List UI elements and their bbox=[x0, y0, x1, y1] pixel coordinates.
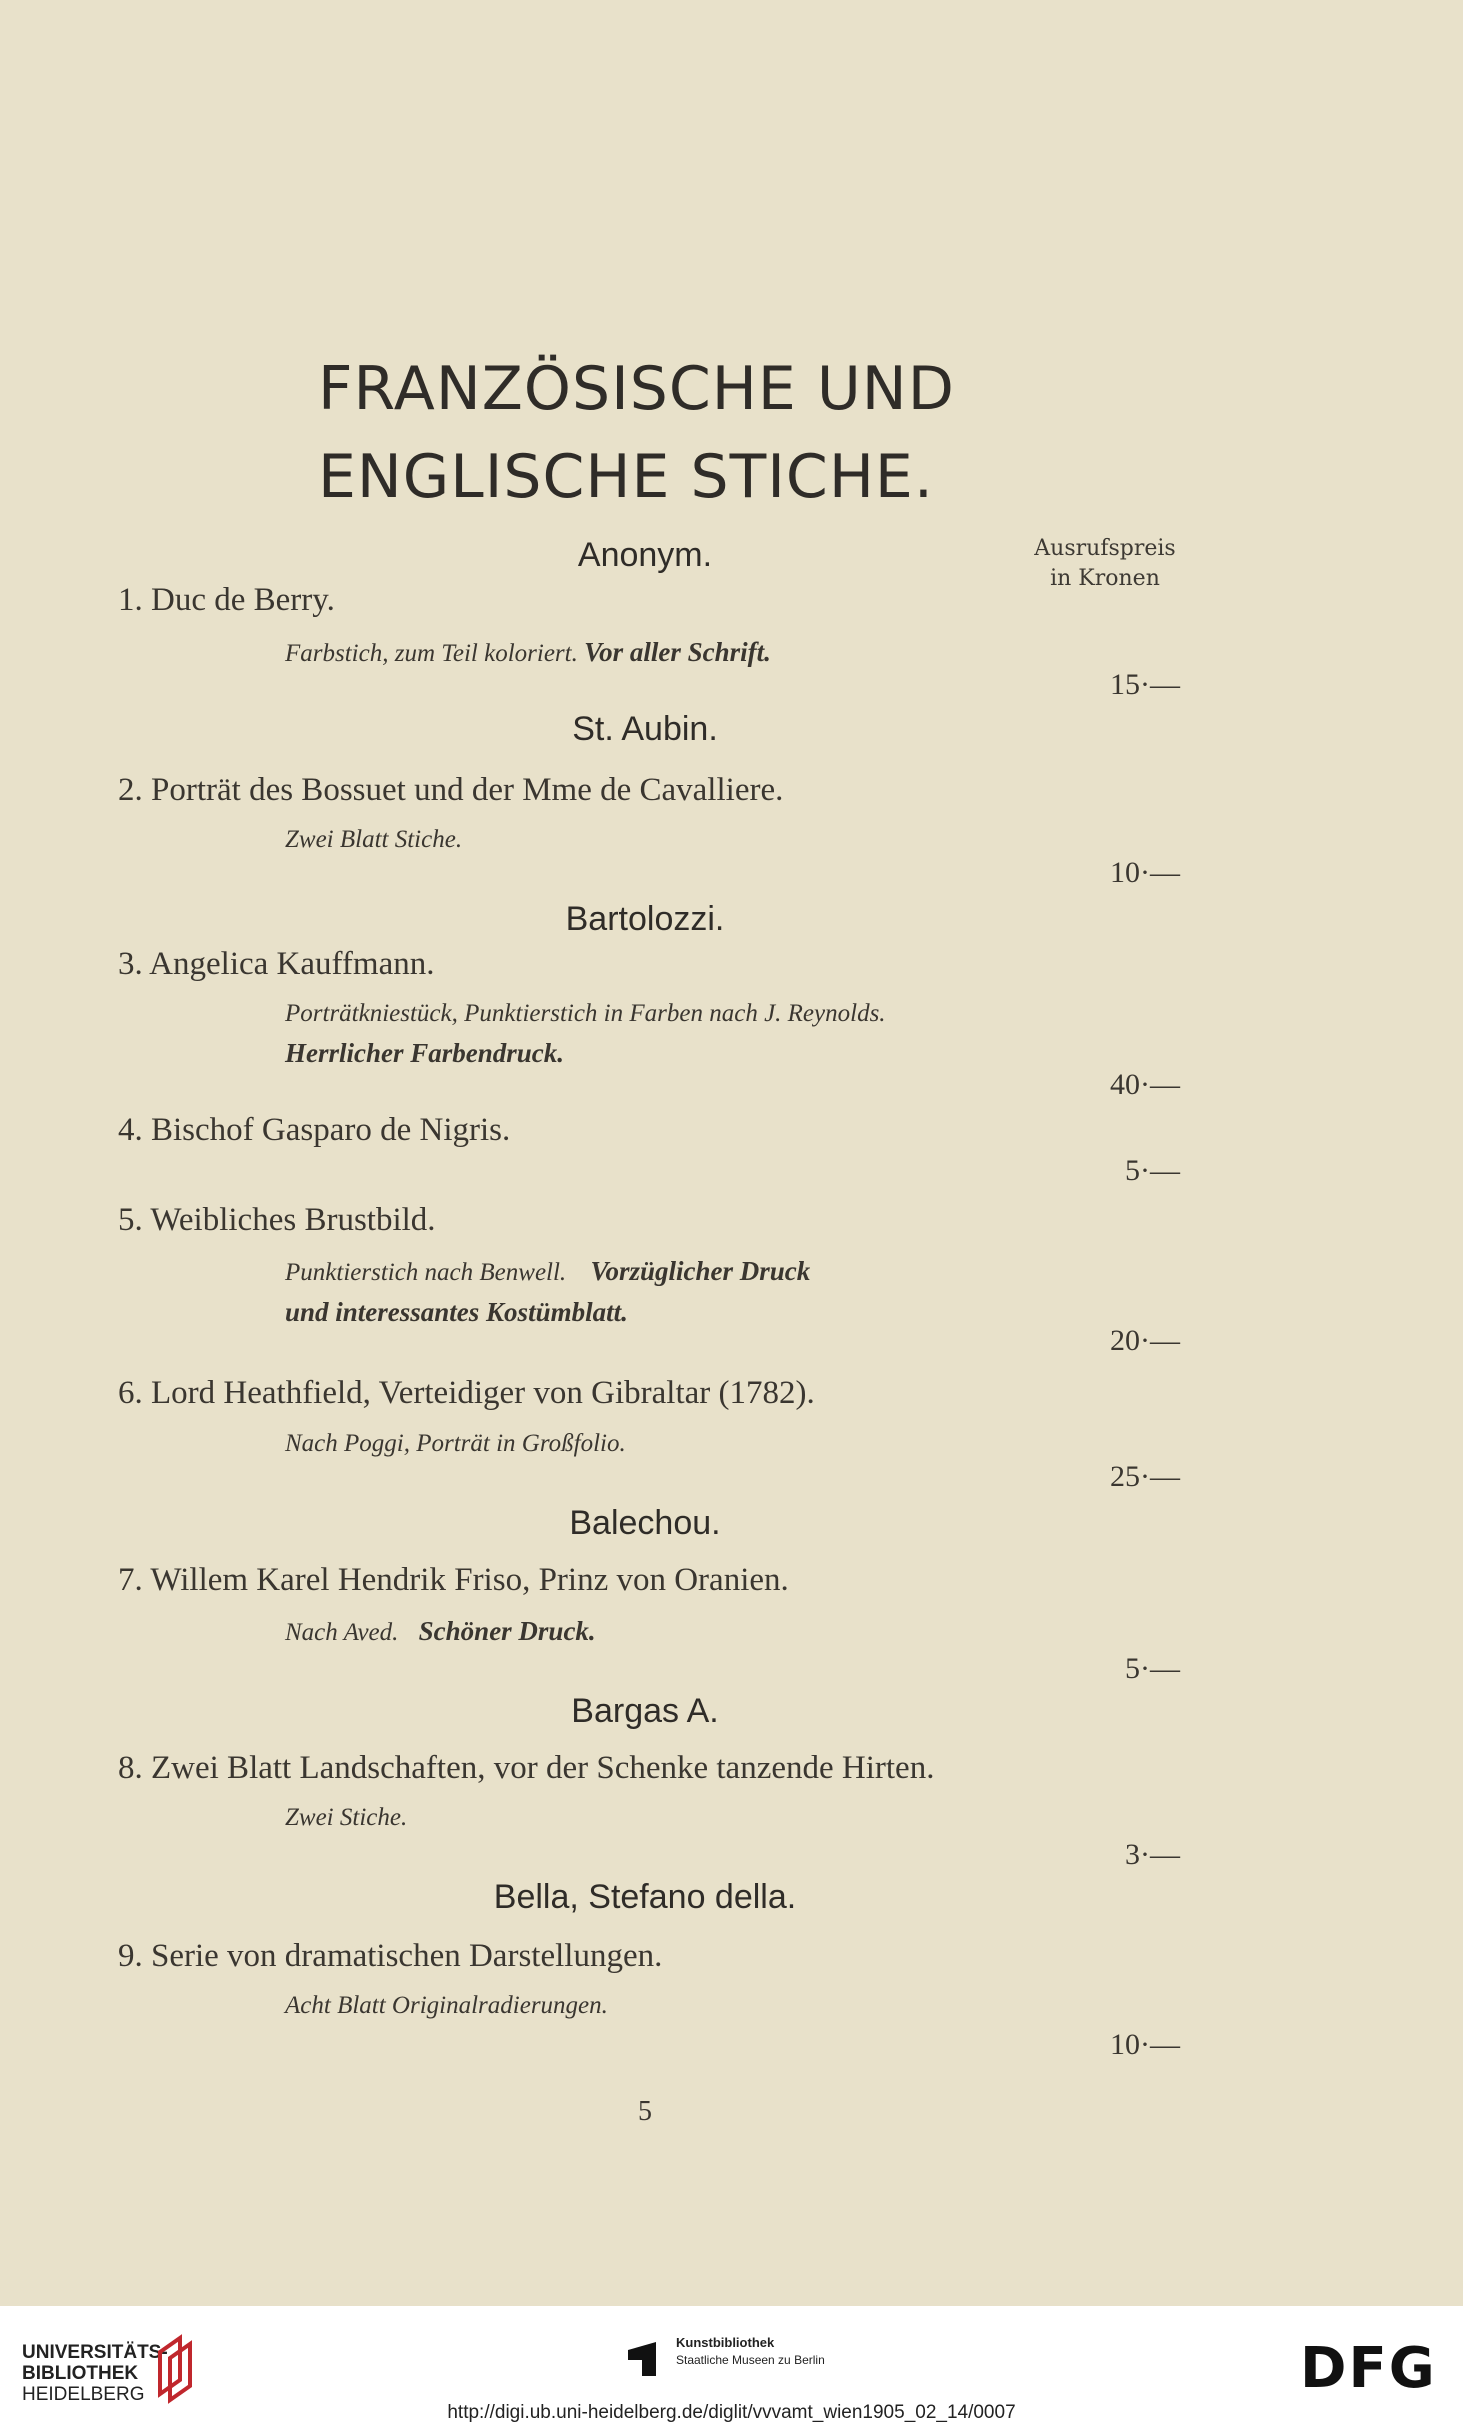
dfg-logo[interactable]: DFG bbox=[1300, 2336, 1437, 2401]
note-text: Farbstich, zum Teil koloriert. bbox=[285, 640, 578, 667]
note-text: Zwei Stiche. bbox=[285, 1804, 408, 1831]
note-emphasis: Herrlicher Farbendruck. bbox=[285, 1038, 565, 1068]
lot-note bbox=[285, 637, 771, 668]
lot-price: 5·— bbox=[1125, 1652, 1180, 1685]
kunstbibliothek-logo-text[interactable] bbox=[676, 2334, 825, 2369]
lot-note bbox=[285, 1430, 626, 1458]
lot-price: 10·— bbox=[1110, 2028, 1180, 2061]
lot-note bbox=[285, 1616, 596, 1647]
lot-price: 25·— bbox=[1110, 1460, 1180, 1493]
note-text: Nach Poggi, Porträt in Großfolio. bbox=[285, 1430, 626, 1457]
lot-title: 8. Zwei Blatt Landschaften, vor der Schenke tanzende Hirten. bbox=[118, 1750, 935, 1786]
page-number: 5 bbox=[638, 2096, 652, 2127]
lot-note bbox=[285, 1000, 886, 1069]
ub-line-3: HEIDELBERG bbox=[22, 2384, 145, 2405]
note-emphasis: Vor aller Schrift. bbox=[584, 637, 771, 667]
lot-price: 40·— bbox=[1110, 1068, 1180, 1101]
ub-line-2: BIBLIOTHEK bbox=[22, 2363, 139, 2384]
price-header-line-2: in Kronen bbox=[1050, 566, 1160, 591]
lot-title: 9. Serie von dramatischen Darstellungen. bbox=[118, 1938, 663, 1974]
artist-heading: St. Aubin. bbox=[572, 710, 718, 748]
lot-title: 2. Porträt des Bossuet und der Mme de Cavalliere. bbox=[118, 772, 784, 808]
lot-note bbox=[285, 1804, 407, 1832]
lot-price: 15·— bbox=[1110, 668, 1180, 701]
artist-heading: Bartolozzi. bbox=[565, 900, 725, 938]
footer-bar bbox=[0, 2306, 1463, 2430]
kunstbibliothek-logo-icon bbox=[624, 2336, 660, 2380]
lot-note bbox=[285, 826, 462, 854]
ub-heidelberg-logo-icon bbox=[150, 2334, 200, 2404]
title-line-2: ENGLISCHE STICHE. bbox=[318, 442, 934, 512]
kb-line-2: Staatliche Museen zu Berlin bbox=[676, 2353, 825, 2367]
note-text: Porträtkniestück, Punktierstich in Farben nach J. Reynolds. bbox=[285, 1000, 886, 1027]
note-emphasis-2: und interessantes Kostümblatt. bbox=[285, 1297, 628, 1327]
lot-title: 4. Bischof Gasparo de Nigris. bbox=[118, 1112, 511, 1148]
lot-title: 6. Lord Heathfield, Verteidiger von Gibraltar (1782). bbox=[118, 1375, 815, 1411]
source-url-link[interactable]: http://digi.ub.uni-heidelberg.de/diglit/vvvamt_wien1905_02_14/0007 bbox=[447, 2402, 1016, 2423]
ub-line-1: UNIVERSITÄTS- bbox=[22, 2342, 168, 2363]
lot-title: 3. Angelica Kauffmann. bbox=[118, 946, 435, 982]
lot-price: 10·— bbox=[1110, 856, 1180, 889]
artist-heading: Balechou. bbox=[569, 1504, 721, 1542]
price-header-line-1: Ausrufspreis bbox=[1034, 536, 1176, 561]
page-title bbox=[318, 345, 955, 521]
artist-heading: Anonym. bbox=[577, 536, 713, 574]
lot-price: 5·— bbox=[1125, 1154, 1180, 1187]
lot-title: 7. Willem Karel Hendrik Friso, Prinz von Oranien. bbox=[118, 1562, 789, 1598]
note-emphasis: Schöner Druck. bbox=[418, 1616, 596, 1646]
note-text: Zwei Blatt Stiche. bbox=[285, 826, 463, 853]
kb-line-1: Kunstbibliothek bbox=[676, 2335, 775, 2350]
lot-price: 3·— bbox=[1125, 1838, 1180, 1871]
note-text: Punktierstich nach Benwell. bbox=[285, 1259, 567, 1286]
lot-note bbox=[285, 1992, 608, 2020]
artist-heading: Bella, Stefano della. bbox=[493, 1878, 797, 1916]
lot-price: 20·— bbox=[1110, 1324, 1180, 1357]
note-text: Acht Blatt Originalradierungen. bbox=[285, 1992, 608, 2019]
note-text: Nach Aved. bbox=[285, 1619, 399, 1646]
title-line-1: FRANZÖSISCHE UND bbox=[318, 354, 955, 424]
note-emphasis: Vorzüglicher Druck bbox=[590, 1256, 811, 1286]
lot-note bbox=[285, 1256, 810, 1328]
lot-title: 1. Duc de Berry. bbox=[118, 582, 335, 618]
lot-title: 5. Weibliches Brustbild. bbox=[118, 1202, 436, 1238]
ub-heidelberg-logo-text[interactable] bbox=[22, 2342, 168, 2405]
artist-heading: Bargas A. bbox=[571, 1692, 719, 1730]
